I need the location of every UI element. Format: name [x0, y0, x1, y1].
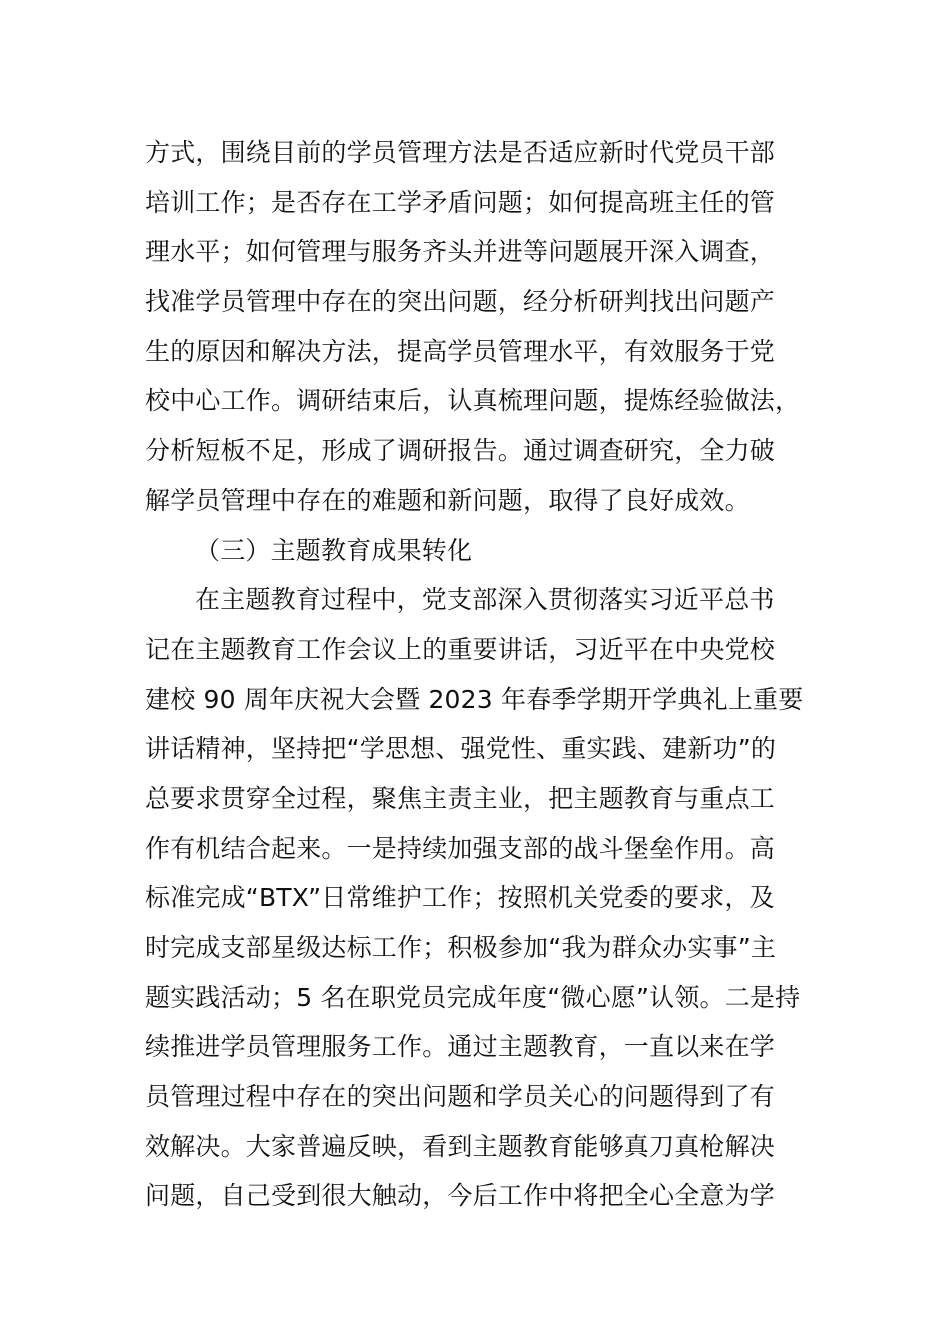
text-line: 解学员管理中存在的难题和新问题，取得了良好成效。 — [145, 485, 750, 515]
text-line: 讲话精神，坚持把“学思想、强党性、重实践、建新功”的 — [145, 734, 777, 764]
text-line: 建校 90 周年庆祝大会暨 2023 年春季学期开学典礼上重要 — [145, 684, 804, 714]
section-heading: （三）主题教育成果转化 — [195, 535, 473, 565]
paragraph-first-line: 在主题教育过程中，党支部深入贯彻落实习近平总书 — [195, 585, 775, 615]
text-line: 续推进学员管理服务工作。通过主题教育，一直以来在学 — [145, 1032, 776, 1062]
text-line: 培训工作；是否存在工学矛盾问题；如何提高班主任的管 — [145, 187, 776, 217]
text-line: 分析短板不足，形成了调研报告。通过调查研究，全力破 — [145, 436, 776, 466]
text-line: 题实践活动；5 名在职党员完成年度“微心愿”认领。二是持 — [145, 982, 801, 1012]
text-line: 记在主题教育工作会议上的重要讲话，习近平在中央党校 — [145, 634, 776, 664]
text-line: 作有机结合起来。一是持续加强支部的战斗堡垒作用。高 — [145, 833, 776, 863]
text-line: 校中心工作。调研结束后，认真梳理问题，提炼经验做法， — [145, 386, 801, 416]
text-line: 员管理过程中存在的突出问题和学员关心的问题得到了有 — [145, 1082, 776, 1112]
text-line: 总要求贯穿全过程，聚焦主责主业，把主题教育与重点工 — [145, 783, 776, 813]
text-line: 效解决。大家普遍反映，看到主题教育能够真刀真枪解决 — [145, 1131, 776, 1161]
text-line: 标准完成“BTX”日常维护工作；按照机关党委的要求，及 — [145, 883, 775, 913]
text-line: 问题，自己受到很大触动，今后工作中将把全心全意为学 — [145, 1181, 776, 1211]
text-line: 方式，围绕目前的学员管理方法是否适应新时代党员干部 — [145, 138, 776, 167]
text-line: 时完成支部星级达标工作；积极参加“我为群众办实事”主 — [145, 933, 777, 962]
text-line: 生的原因和解决方法，提高学员管理水平，有效服务于党 — [145, 336, 776, 366]
body-text — [145, 128, 825, 1221]
text-line: 找准学员管理中存在的突出问题，经分析研判找出问题产 — [145, 287, 776, 317]
text-line: 理水平；如何管理与服务齐头并进等问题展开深入调查， — [145, 237, 776, 267]
